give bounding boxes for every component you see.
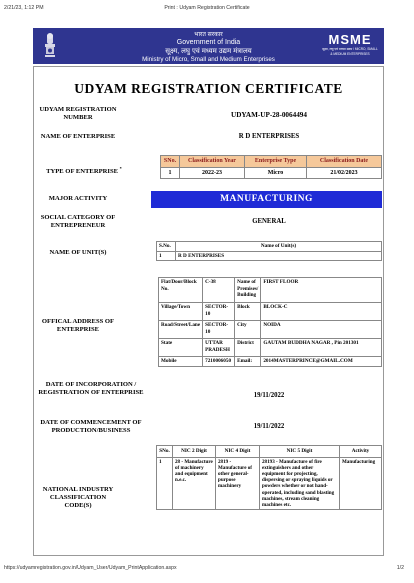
- units-header-sno: S.No.: [157, 242, 176, 252]
- units-label: NAME OF UNIT(S): [49, 249, 107, 256]
- type-cell-sno: 1: [161, 167, 180, 179]
- banner-text: [93, 31, 324, 64]
- enterprise-name-label: NAME OF ENTERPRISE: [40, 133, 116, 140]
- msme-logo: [322, 32, 378, 59]
- major-activity-label: MAJOR ACTIVITY: [48, 195, 108, 202]
- table-row: [161, 167, 382, 179]
- reg-number-label: UDYAM REGISTRATION NUMBER: [39, 106, 117, 121]
- reg-number: UDYAM-UP-28-0064494: [231, 111, 307, 119]
- addr-block: BLOCK-C: [261, 303, 382, 321]
- commencement-date: 19/11/2022: [253, 423, 285, 430]
- nic-header-5digit: NIC 5 Digit: [260, 446, 340, 458]
- certificate: [33, 66, 384, 556]
- type-cell-date: 21/02/2023: [307, 167, 382, 179]
- nic-table: [156, 445, 382, 510]
- address-label: OFFICAL ADDRESS OF ENTERPRISE: [41, 318, 115, 333]
- nic-cell-2digit: 28 - Manufacture of machinery and equipment n.e.c.: [173, 457, 216, 510]
- banner-hindi-gov: भारत सरकार: [194, 32, 223, 38]
- nic-cell-5digit: 28193 - Manufacture of fire extinguishers and other equipment for projecting, dispersing or spraying liquids or powders whether or not hand-operated, including sand blasting machines, stream cleaning machines etc.: [260, 457, 340, 510]
- nic-header-sno: SNo.: [157, 446, 173, 458]
- type-label: [38, 165, 130, 176]
- addr-premises: FIRST FLOOR: [261, 278, 382, 303]
- major-activity: MANUFACTURING: [151, 191, 382, 208]
- addr-road: SECTOR-10: [203, 321, 235, 339]
- nic-header-2digit: NIC 2 Digit: [173, 446, 216, 458]
- type-header-type: Enterprise Type: [245, 156, 307, 168]
- print-datetime: 2/21/23, 1:12 PM: [4, 5, 44, 11]
- type-cell-year: 2022-23: [180, 167, 245, 179]
- addr-city: NOIDA: [261, 321, 382, 339]
- incorporation-date: 19/11/2022: [253, 392, 285, 399]
- enterprise-type-table: [160, 155, 382, 179]
- incorporation-label: DATE OF INCORPORATION / REGISTRATION OF ENTERPRISE: [38, 381, 144, 396]
- units-cell-sno: 1: [157, 251, 176, 261]
- national-emblem-icon: [42, 31, 58, 61]
- type-cell-type: Micro: [245, 167, 307, 179]
- units-header-name: Name of Unit(s): [176, 242, 382, 252]
- msme-logo-sub: सूक्ष्म, लघु एवं मध्यम उद्यम / MICRO, SMALL & MEDIUM ENTERPRISES: [322, 47, 378, 56]
- print-url: https://udyamregistration.gov.in/Udyam_User/Udyam_PrintApplication.aspx: [4, 565, 177, 571]
- addr-district: GAUTAM BUDDHA NAGAR , Pin 201301: [261, 339, 382, 357]
- addr-flat-label: Flat/Door/Block No.: [159, 278, 203, 303]
- addr-village: SECTOR-10: [203, 303, 235, 321]
- addr-state: UTTAR PRADESH: [203, 339, 235, 357]
- commencement-label: DATE OF COMMENCEMENT OF PRODUCTION/BUSINESS: [40, 419, 142, 434]
- table-row: [157, 251, 382, 261]
- page-number: 1/2: [396, 565, 404, 571]
- addr-mobile: 7210006050: [203, 357, 235, 367]
- type-marker: *: [119, 166, 122, 171]
- type-header-sno: SNo.: [161, 156, 180, 168]
- nic-header-4digit: NIC 4 Digit: [216, 446, 260, 458]
- addr-state-label: State: [159, 339, 203, 357]
- nic-cell-4digit: 2819 - Manufacture of other general-purpose machinery: [216, 457, 260, 510]
- print-header: [4, 5, 410, 15]
- social-category-label: SOCIAL CATEGORY OF ENTREPRENEUR: [40, 214, 116, 229]
- enterprise-name: R D ENTERPRISES: [238, 133, 300, 140]
- units-cell-name: R D ENTERPRISES: [176, 251, 382, 261]
- type-header-date: Classification Date: [307, 156, 382, 168]
- banner-ministry: Ministry of Micro, Small and Medium Enterprises: [142, 56, 275, 63]
- addr-block-label: Block: [235, 303, 261, 321]
- addr-mobile-label: Mobile: [159, 357, 203, 367]
- social-category: GENERAL: [252, 218, 286, 225]
- msme-logo-text: MSME: [328, 32, 372, 47]
- nic-header-activity: Activity: [340, 446, 382, 458]
- gov-banner: [33, 28, 384, 64]
- nic-cell-sno: 1: [157, 457, 173, 510]
- addr-road-label: Road/Street/Lane: [159, 321, 203, 339]
- units-table: [156, 241, 382, 261]
- addr-city-label: City: [235, 321, 261, 339]
- addr-village-label: Village/Town: [159, 303, 203, 321]
- banner-gov: Government of India: [176, 39, 241, 46]
- print-title: Print : Udyam Registration Certificate: [164, 5, 250, 11]
- addr-district-label: District: [235, 339, 261, 357]
- table-row: [157, 457, 382, 510]
- addr-flat: C-38: [203, 278, 235, 303]
- address-table: [158, 277, 382, 367]
- nic-label: NATIONAL INDUSTRY CLASSIFICATION CODE(S): [42, 486, 114, 509]
- addr-email-label: Email:: [235, 357, 261, 367]
- nic-cell-activity: Manufacturing: [340, 457, 382, 510]
- banner-hindi-ministry: सूक्ष्म, लघु एवं मध्यम उद्यम मंत्रालय: [165, 48, 252, 55]
- addr-premises-label: Name of Premises/ Building: [235, 278, 261, 303]
- certificate-title: UDYAM REGISTRATION CERTIFICATE: [74, 81, 343, 96]
- type-label-text: TYPE OF ENTERPRISE: [46, 168, 119, 176]
- type-header-year: Classification Year: [180, 156, 245, 168]
- addr-email: 2014MASTERPRINCE@GMAIL.COM: [261, 357, 382, 367]
